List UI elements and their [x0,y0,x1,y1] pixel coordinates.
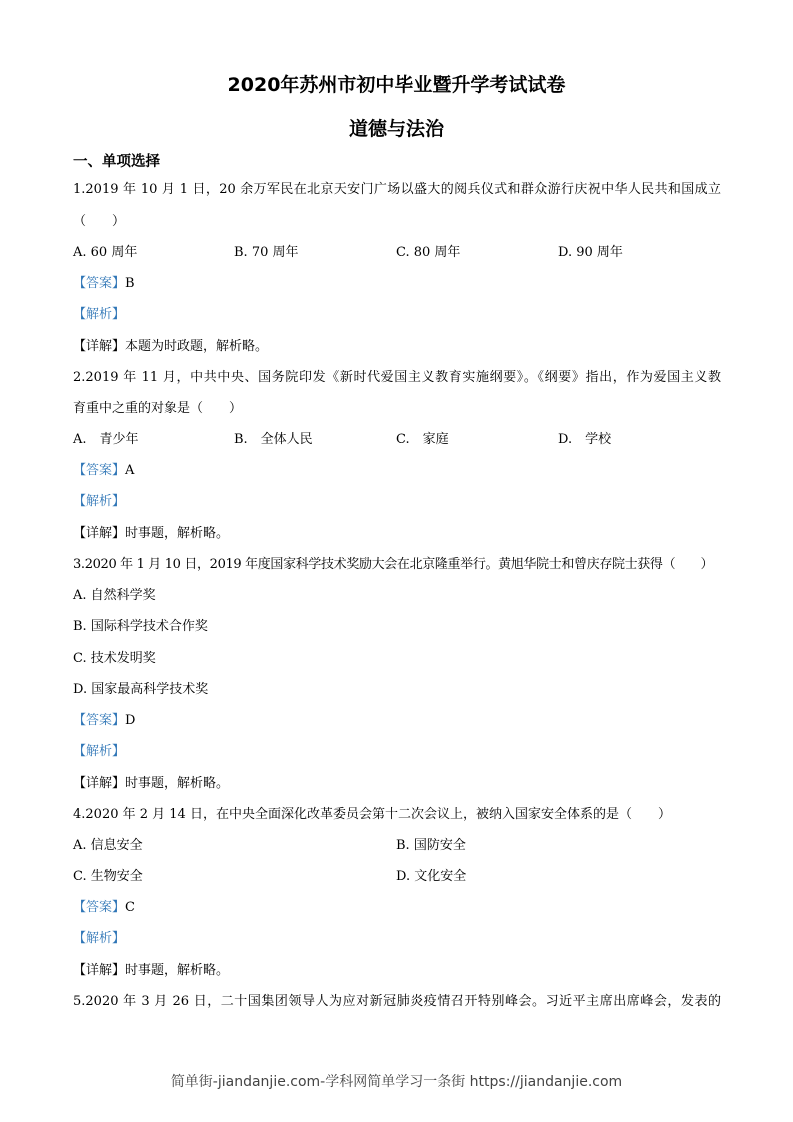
question-2-stem-cont: 育重中之重的对象是（ ） [73,401,243,416]
question-2-analysis: 【解析】 [73,494,126,509]
answer-label: 答案 [86,276,113,291]
answer-bracket: 【 [73,276,87,291]
question-2-answer [73,462,134,480]
question-1-option-a: A. 60 周年 [73,245,138,260]
question-3-option-b: B. 国际科学技术合作奖 [73,619,208,634]
question-4-detail [73,962,229,980]
page-subtitle: 道德与法治 [348,118,444,140]
answer-label: 答案 [86,463,113,478]
question-4-option-a: A. 信息安全 [73,838,143,853]
question-4-answer [73,899,135,917]
question-1-analysis: 【解析】 [73,307,126,322]
answer-value: C [125,900,135,915]
detail-label: 【详解】 [73,339,126,354]
question-2-option-a: A. 青少年 [73,432,139,447]
question-2-detail [73,525,229,543]
answer-bracket: 【 [73,463,87,478]
detail-label: 【详解】 [73,526,126,541]
question-3-answer [73,712,135,730]
answer-value: B [125,276,135,291]
answer-value: A [125,463,135,478]
detail-text: 时事题，解析略。 [125,776,230,791]
answer-bracket: 】 [112,713,126,728]
question-3-analysis: 【解析】 [73,744,126,759]
answer-value: D [125,713,136,728]
question-5-stem: 5.2020 年 3 月 26 日，二十国集团领导人为应对新冠肺炎疫情召开特别峰会。习近平主席出席峰会，发表的 [73,994,721,1009]
question-3-detail [73,775,229,793]
detail-label: 【详解】 [73,963,126,978]
detail-text: 本题为时政题，解析略。 [125,339,269,354]
answer-bracket: 【 [73,900,87,915]
question-2-option-c: C. 家庭 [396,432,449,447]
question-1-option-d: D. 90 周年 [558,245,623,260]
section-heading: 一、单项选择 [73,154,160,170]
question-3-option-d: D. 国家最高科学技术奖 [73,682,209,697]
page-title: 2020年苏州市初中毕业暨升学考试试卷 [227,74,566,96]
detail-text: 时事题，解析略。 [125,963,230,978]
question-2-stem: 2.2019 年 11 月，中共中央、国务院印发《新时代爱国主义教育实施纲要》。《纲要》指出，作为爱国主义教 [73,370,721,385]
question-2-option-b: B. 全体人民 [234,432,313,447]
question-3-option-c: C. 技术发明奖 [73,651,156,666]
question-1-stem-cont: （ ） [73,214,126,229]
question-4-analysis: 【解析】 [73,931,126,946]
question-1-detail [73,338,268,356]
detail-text: 时事题，解析略。 [125,526,230,541]
question-3-option-a: A. 自然科学奖 [73,588,156,603]
question-4-option-d: D. 文化安全 [396,869,467,884]
answer-label: 答案 [86,900,113,915]
question-1-option-c: C. 80 周年 [396,245,461,260]
question-1-option-b: B. 70 周年 [234,245,299,260]
question-2-option-d: D. 学校 [558,432,612,447]
detail-label: 【详解】 [73,776,126,791]
question-4-stem: 4.2020 年 2 月 14 日，在中央全面深化改革委员会第十二次会议上，被纳入国家安全体系的是（ ） [73,807,671,822]
answer-bracket: 【 [73,713,87,728]
question-4-option-c: C. 生物安全 [73,869,143,884]
answer-bracket: 】 [112,463,126,478]
answer-label: 答案 [86,713,113,728]
question-3-stem: 3.2020 年 1 月 10 日，2019 年度国家科学技术奖励大会在北京隆重举行。黄旭华院士和曾庆存院士获得（ ） [73,557,714,572]
question-4-option-b: B. 国防安全 [396,838,466,853]
question-1-answer [73,275,135,293]
answer-bracket: 】 [112,900,126,915]
question-1-stem: 1.2019 年 10 月 1 日，20 余万军民在北京天安门广场以盛大的阅兵仪式和群众游行庆祝中华人民共和国成立 [73,182,721,197]
answer-bracket: 】 [112,276,126,291]
page-footer: 简单街-jiandanjie.com-学科网简单学习一条街 https://jiandanjie.com [170,1074,623,1090]
